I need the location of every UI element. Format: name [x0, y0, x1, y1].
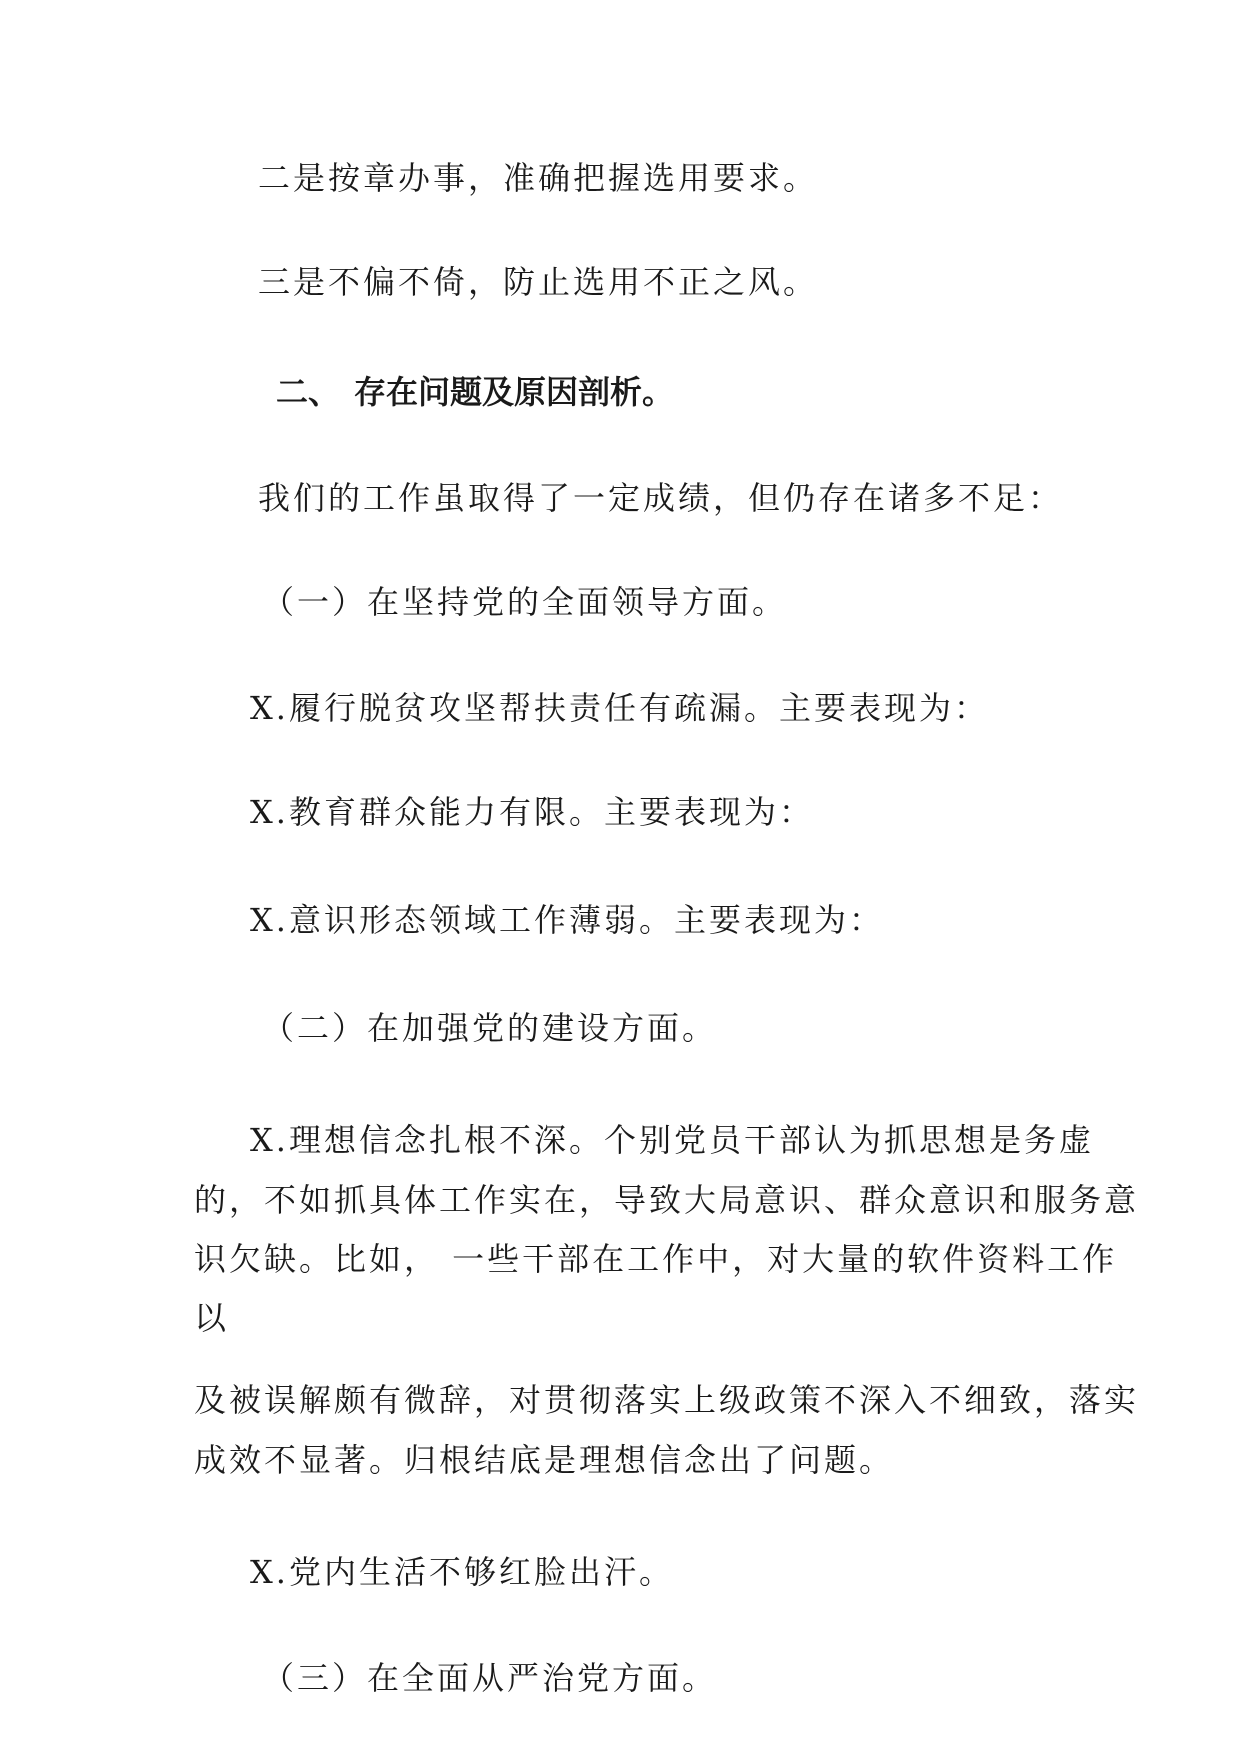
paragraph-line: 及被误解颇有微辞，对贯彻落实上级政策不深入不细致，落实: [194, 1381, 1140, 1419]
paragraph-line: X.履行脱贫攻坚帮扶责任有疏漏。主要表现为：: [250, 689, 989, 727]
paragraph-line: X.教育群众能力有限。主要表现为：: [250, 793, 814, 831]
subsection-heading: （一）在坚持党的全面领导方面。: [262, 583, 788, 621]
subsection-heading: （三）在全面从严治党方面。: [262, 1659, 718, 1697]
paragraph-line: X.意识形态领域工作薄弱。主要表现为：: [250, 901, 884, 939]
subsection-heading: （二）在加强党的建设方面。: [262, 1009, 718, 1047]
paragraph-line: X.党内生活不够红脸出汗。: [250, 1553, 674, 1591]
paragraph-line: 二是按章办事，准确把握选用要求。: [258, 159, 819, 197]
paragraph-line: 的，不如抓具体工作实在，导致大局意识、群众意识和服务意: [194, 1181, 1140, 1219]
paragraph-line: 我们的工作虽取得了一定成绩，但仍存在诸多不足：: [258, 479, 1064, 517]
paragraph-line: 以: [194, 1299, 230, 1337]
section-heading: [276, 372, 674, 412]
paragraph-line: 成效不显著。归根结底是理想信念出了问题。: [194, 1441, 895, 1479]
section-number: 二、: [276, 373, 341, 411]
section-title: 存在问题及原因剖析。: [354, 373, 675, 411]
paragraph-line: 三是不偏不倚，防止选用不正之风。: [258, 263, 819, 301]
paragraph-line: 识欠缺。比如， 一些干部在工作中，对大量的软件资料工作: [194, 1240, 1118, 1278]
paragraph-line: X.理想信念扎根不深。个别党员干部认为抓思想是务虚: [250, 1121, 1094, 1159]
